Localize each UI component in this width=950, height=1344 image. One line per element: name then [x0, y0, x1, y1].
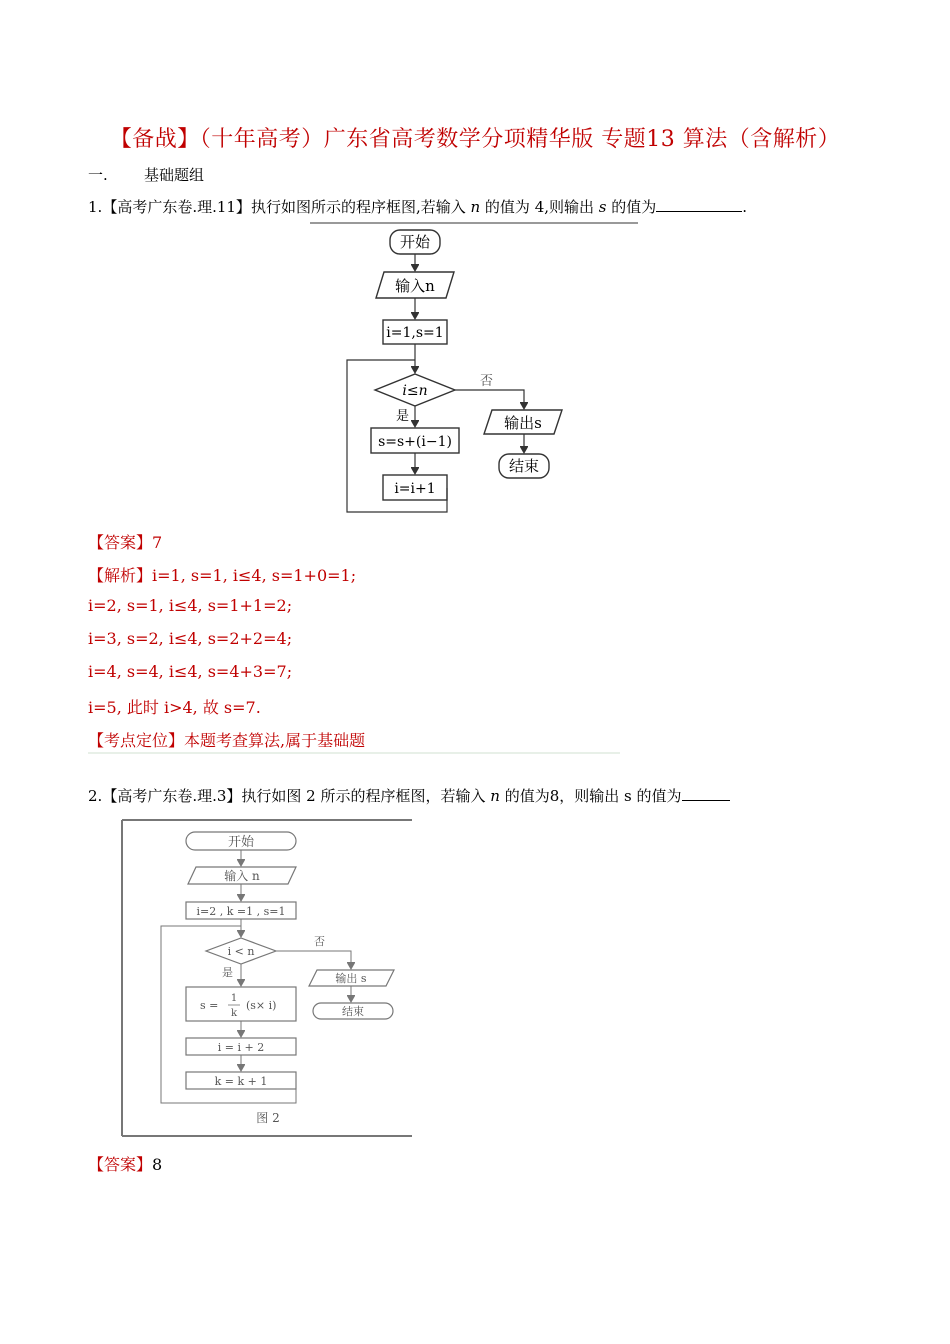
q1-number: 1. — [88, 198, 103, 216]
flow2-step3-label: k = k + 1 — [214, 1075, 268, 1088]
q1-point-tag: 【考点定位】 — [88, 731, 185, 750]
flow1-start-label: 开始 — [399, 233, 431, 251]
q1-text-c: 的值为 — [606, 198, 657, 216]
flow2-input-label: 输入 n — [224, 869, 260, 883]
q2-answer-tag: 【答案】 — [88, 1155, 153, 1174]
q2-answer-blank — [682, 786, 730, 801]
flow2-yes-label: 是 — [222, 966, 233, 979]
flow2-caption: 图 2 — [256, 1111, 280, 1125]
q2-var-n: n — [490, 787, 500, 805]
flow1-yes-label: 是 — [396, 409, 410, 424]
question-2 — [88, 785, 730, 806]
flow1-step1-label: s=s+(i−1) — [378, 434, 452, 450]
flow1-output-label: 输出s — [504, 414, 542, 432]
q1-point — [88, 728, 365, 751]
flow2-output-label: 输出 s — [335, 972, 367, 985]
q1-answer-tag: 【答案】 — [88, 533, 153, 552]
q1-analysis-line-4: i=4, s=4, i≤4, s=4+3=7; — [88, 662, 293, 681]
q1-source: 【高考广东卷.理.11】 — [102, 198, 251, 216]
flow1-condition-label: i≤n — [402, 383, 428, 399]
section-heading — [88, 164, 204, 185]
flow2-condition-label: i < n — [227, 945, 255, 958]
flowchart-2 — [118, 818, 416, 1138]
flow1-end-label: 结束 — [508, 457, 540, 475]
q2-num: 8 — [549, 787, 560, 805]
q2-text-b: 的值为 — [499, 787, 550, 805]
flow2-step2-label: i = i + 2 — [217, 1041, 265, 1054]
q1-analysis-line-5: i=5, 此时 i>4, 故 s=7. — [88, 698, 261, 717]
q1-analysis-line-3: i=3, s=2, i≤4, s=2+2=4; — [88, 629, 293, 648]
q2-number: 2. — [88, 787, 103, 805]
q1-analysis-text-1: i=1, s=1, i≤4, s=1+0=1; — [152, 566, 357, 585]
q1-answer-blank — [656, 197, 742, 212]
flow2-no-label: 否 — [314, 935, 325, 948]
q1-answer-value: 7 — [152, 533, 163, 552]
q2-text-a: 执行如图 2 所示的程序框图，若输入 — [241, 787, 491, 805]
section-label: 基础题组 — [144, 166, 205, 184]
section-number: 一. — [88, 166, 108, 184]
q2-text-c: ，则输出 — [559, 787, 625, 805]
q1-text-b: 的值为 4,则输出 — [480, 198, 599, 216]
q1-end: . — [742, 198, 748, 216]
q2-text-d: 的值为 — [631, 787, 682, 805]
q1-point-text: 本题考查算法,属于基础题 — [184, 731, 366, 750]
flow1-step2-label: i=i+1 — [394, 481, 436, 497]
document-title: 【备战】（十年高考）广东省高考数学分项精华版 专题13 算法（含解析） — [109, 127, 841, 152]
q2-answer — [88, 1152, 162, 1175]
q1-analysis-line-2: i=2, s=1, i≤4, s=1+1=2; — [88, 596, 293, 615]
flow1-init-label: i=1,s=1 — [386, 325, 444, 341]
q1-answer — [88, 530, 162, 553]
flow2-step1-den: k — [230, 1008, 238, 1019]
q1-var-s: s — [598, 198, 607, 216]
flow1-no-label: 否 — [480, 374, 494, 389]
flow2-end-label: 结束 — [342, 1005, 364, 1018]
flow1-input-label: 输入n — [395, 277, 435, 295]
flow2-step1-lhs: s = — [200, 999, 219, 1012]
flow2-step1-num: 1 — [230, 993, 238, 1004]
flowchart-1 — [310, 222, 640, 518]
flow2-start-label: 开始 — [227, 835, 255, 850]
q1-divider — [88, 752, 620, 754]
flow2-step1-rhs: (s× i) — [246, 999, 277, 1012]
q1-text-a: 执行如图所示的程序框图,若输入 — [250, 198, 471, 216]
question-1 — [88, 196, 747, 217]
q2-var-s: s — [624, 787, 632, 805]
q2-source: 【高考广东卷.理.3】 — [102, 787, 242, 805]
q1-analysis-line-1 — [88, 563, 356, 586]
q2-answer-value: 8 — [152, 1155, 163, 1174]
q1-analysis-tag: 【解析】 — [88, 566, 153, 585]
flow2-init-label: i=2 , k =1 , s=1 — [196, 905, 286, 918]
q1-var-n: n — [470, 198, 481, 216]
